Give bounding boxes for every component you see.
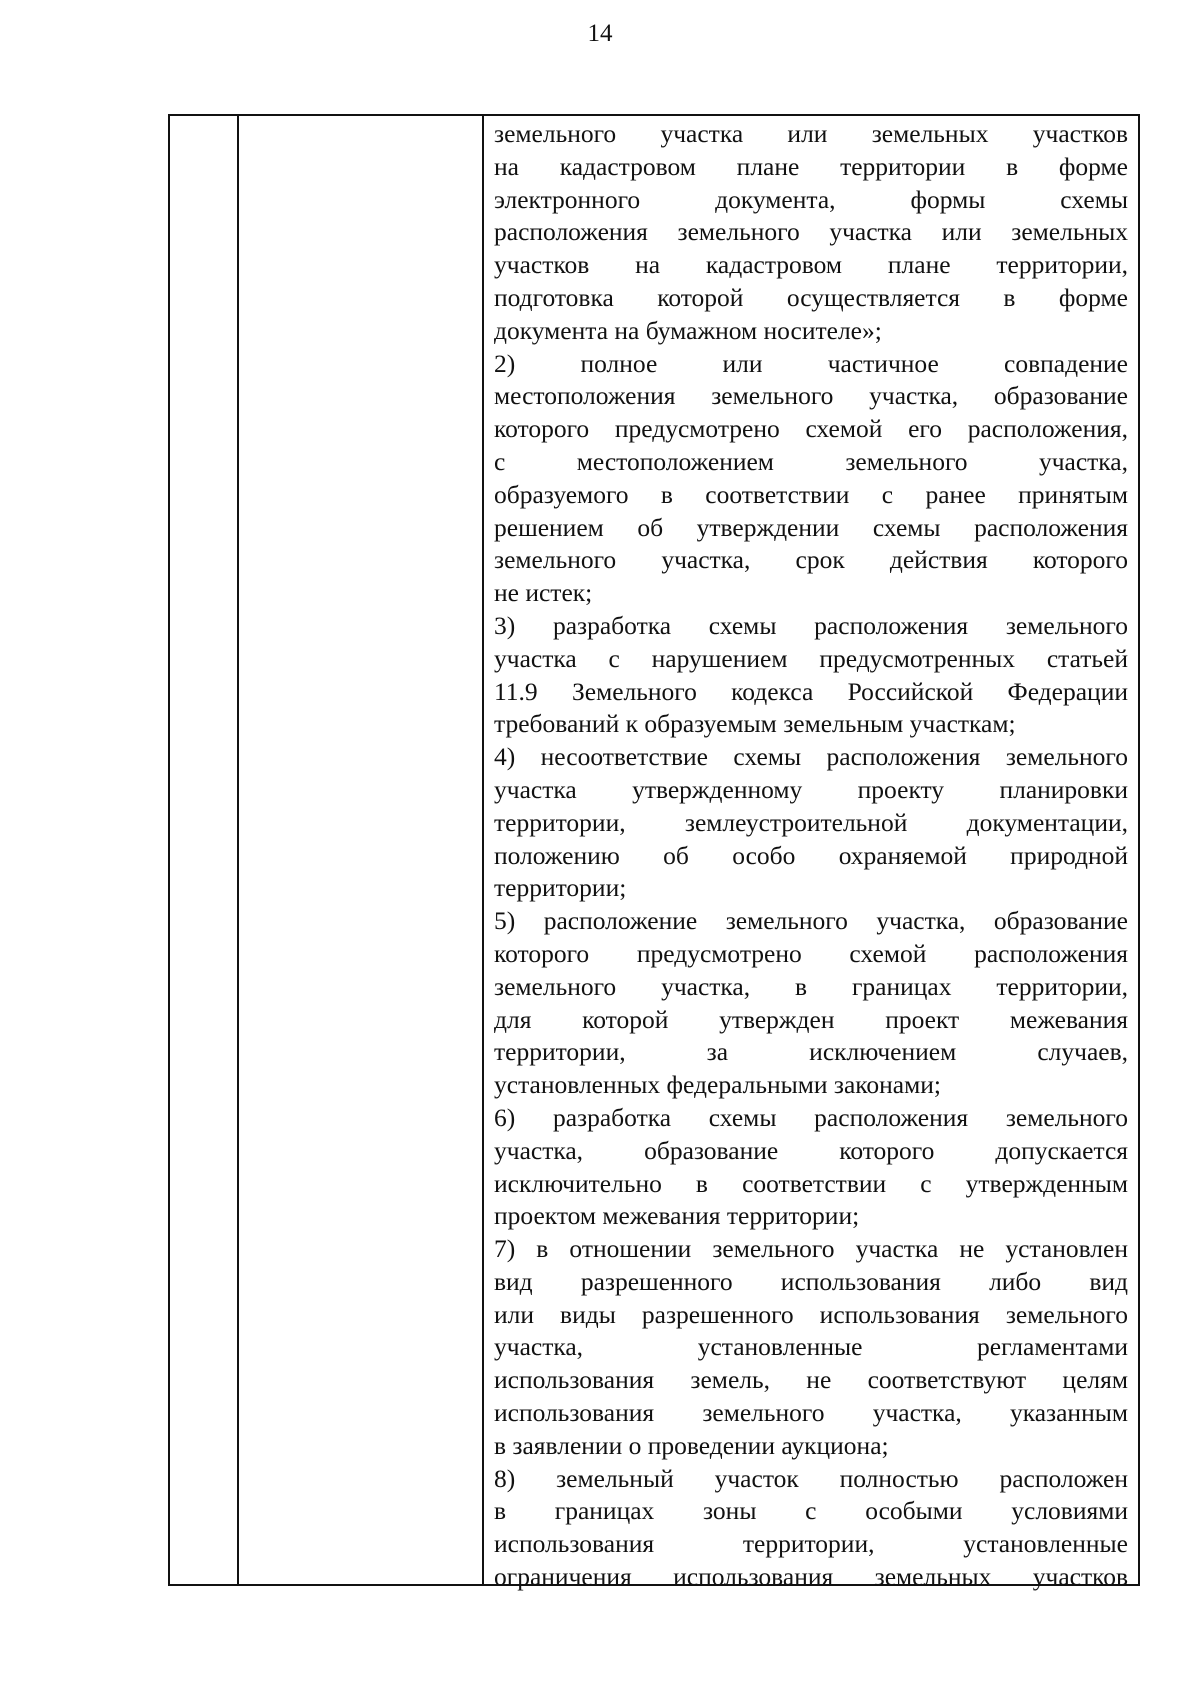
text-line: электронного документа, формы схемы [494, 184, 1128, 214]
text-line: участков на кадастровом плане территории, [494, 250, 1128, 280]
text-line: образуемого в соответствии с ранее принятым [494, 479, 1128, 509]
page-number: 14 [587, 20, 613, 47]
text-line: территории; [494, 873, 627, 903]
text-line: 8) земельный участок полностью расположен [494, 1463, 1128, 1493]
text-line: 11.9 Земельного кодекса Российской Федерации [494, 676, 1128, 706]
text-line: подготовка которой осуществляется в форме [494, 282, 1128, 312]
text-line: расположения земельного участка или земельных [494, 217, 1128, 247]
text-line: территории, за исключением случаев, [494, 1037, 1128, 1067]
text-line: которого предусмотрено схемой расположения [494, 938, 1128, 968]
text-line: ограничения использования земельных участков [494, 1562, 1128, 1592]
table-cell-text [494, 118, 1128, 1594]
text-line: использования территории, установленные [494, 1529, 1128, 1559]
text-line: земельного участка, срок действия которого [494, 545, 1128, 575]
text-line: вид разрешенного использования либо вид [494, 1266, 1128, 1296]
text-line: в заявлении о проведении аукциона; [494, 1430, 889, 1460]
column-divider-1 [237, 116, 239, 1584]
text-line: установленных федеральными законами; [494, 1070, 941, 1100]
text-line: для которой утвержден проект межевания [494, 1004, 1128, 1034]
text-line: участка, установленные регламентами [494, 1332, 1128, 1362]
column-divider-2 [482, 116, 484, 1584]
text-line: земельного участка, в границах территории, [494, 971, 1128, 1001]
text-line: территории, землеустроительной документации, [494, 807, 1128, 837]
text-line: местоположения земельного участка, образование [494, 381, 1128, 411]
text-line: участка утвержденному проекту планировки [494, 774, 1128, 804]
text-line: участка с нарушением предусмотренных статьей [494, 643, 1128, 673]
text-line: на кадастровом плане территории в форме [494, 151, 1128, 181]
text-line: использования земельного участка, указанным [494, 1398, 1128, 1428]
text-line: с местоположением земельного участка, [494, 446, 1128, 476]
text-line: решением об утверждении схемы расположения [494, 512, 1128, 542]
text-line: которого предусмотрено схемой его расположения, [494, 414, 1128, 444]
text-line: проектом межевания территории; [494, 1201, 860, 1231]
text-line: 4) несоответствие схемы расположения земельного [494, 742, 1128, 772]
text-line: документа на бумажном носителе»; [494, 315, 882, 345]
text-line: не истек; [494, 578, 593, 608]
text-line: 6) разработка схемы расположения земельного [494, 1102, 1128, 1132]
document-table [168, 114, 1140, 1592]
text-line: 7) в отношении земельного участка не установлен [494, 1234, 1128, 1264]
text-line: в границах зоны с особыми условиями [494, 1496, 1128, 1526]
text-line: земельного участка или земельных участков [494, 119, 1128, 148]
text-line: или виды разрешенного использования земельного [494, 1299, 1128, 1329]
text-line: участка, образование которого допускается [494, 1135, 1128, 1165]
text-line: требований к образуемым земельным участкам; [494, 709, 1016, 739]
text-line: использования земель, не соответствуют целям [494, 1365, 1128, 1395]
text-line: 2) полное или частичное совпадение [494, 348, 1128, 378]
text-line: 3) разработка схемы расположения земельного [494, 610, 1128, 640]
text-line: исключительно в соответствии с утвержденным [494, 1168, 1128, 1198]
text-line: 5) расположение земельного участка, образование [494, 906, 1128, 936]
text-line: положению об особо охраняемой природной [494, 840, 1128, 870]
